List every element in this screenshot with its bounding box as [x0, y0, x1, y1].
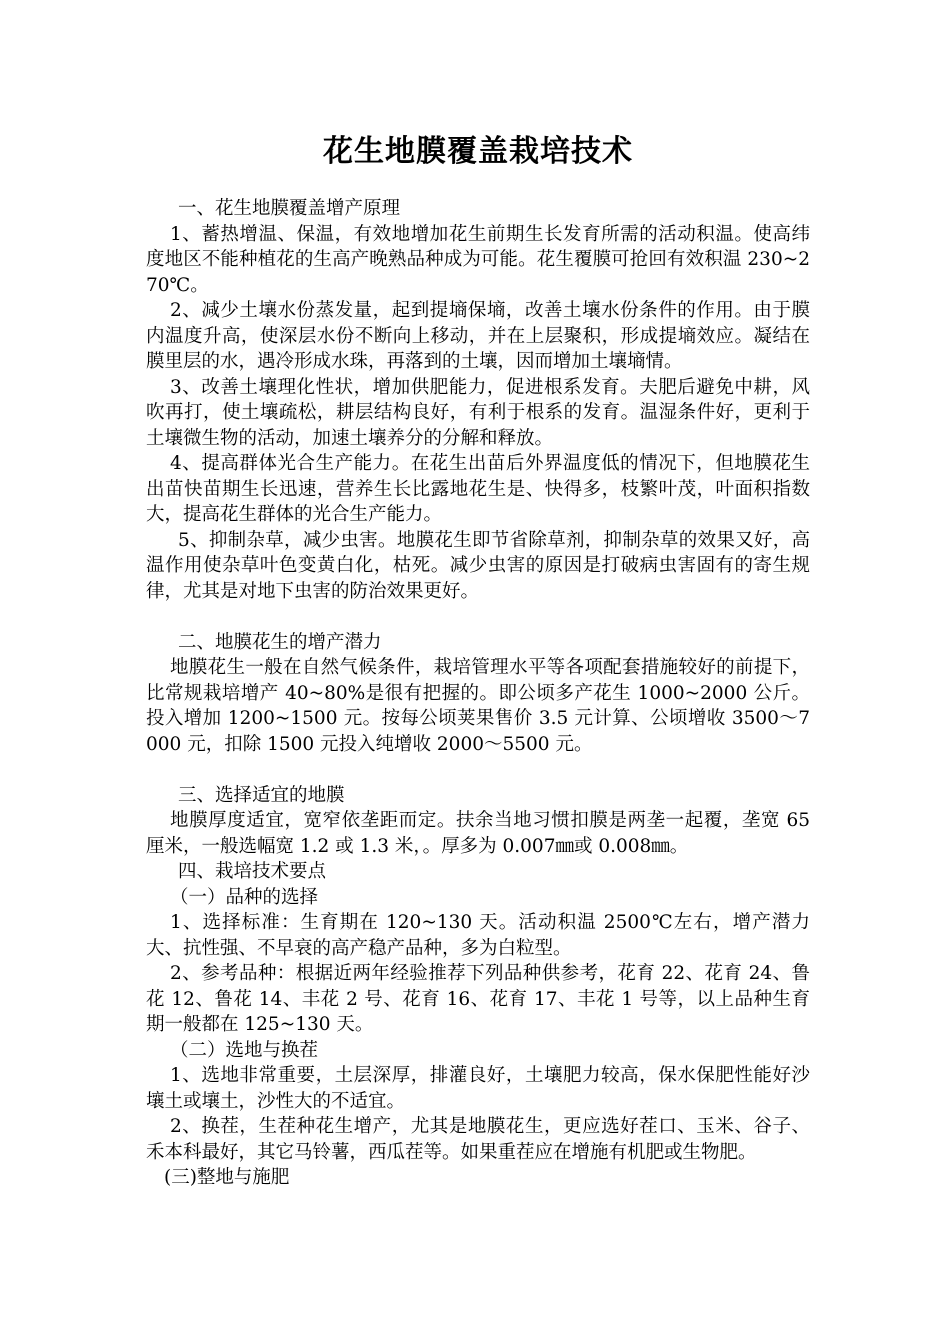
- paragraph: (三)整地与施肥: [164, 1167, 290, 1188]
- paragraph: 2、减少土壤水份蒸发量，起到提墒保墒，改善土壤水份条件的作用。由于膜内温度升高，使深层水份不断向上移动，并在上层聚积，形成提墒效应。凝结在膜里层的水，遇冷形成水珠，再落到的土壤，因而增加土壤墒情。: [146, 300, 810, 372]
- paragraph: 2、参考品种：根据近两年经验推荐下列品种供参考，花育 22、花育 24、鲁花 12、鲁花 14、丰花 2 号、花育 16、花育 17、丰花 1 号等，以上品种生育期一般都在 125~130 天。: [146, 963, 810, 1035]
- paragraph: 2、换茬，生茬种花生增产，尤其是地膜花生，更应选好茬口、玉米、谷子、禾本科最好，其它马铃薯，西瓜茬等。如果重茬应在增施有机肥或生物肥。: [146, 1116, 810, 1163]
- paragraph: 地膜花生一般在自然气候条件，栽培管理水平等各项配套措施较好的前提下，比常规栽培增产 40~80%是很有把握的。即公顷多产花生 1000~2000 公斤。投入增加 1200~1500 元。按每公顷荚果售价 3.5 元计算、公顷增收 3500～7000 元，扣除 1500 元投入纯增收 2000～5500 元。: [146, 657, 810, 755]
- paragraph: 二、地膜花生的增产潜力: [178, 631, 382, 653]
- paragraph: 1、选地非常重要，土层深厚，排灌良好，土壤肥力较高，保水保肥性能好沙壤土或壤土，沙性大的不适宜。: [146, 1065, 810, 1112]
- paragraph: 四、栽培技术要点: [178, 861, 327, 882]
- paragraph: 4、提高群体光合生产能力。在花生出苗后外界温度低的情况下，但地膜花生出苗快苗期生长迅速，营养生长比露地花生是、快得多，枝繁叶茂，叶面积指数大，提高花生群体的光合生产能力。: [146, 453, 810, 525]
- blank-line: [146, 604, 810, 630]
- document-page: [146, 130, 810, 1191]
- document-body: [146, 196, 810, 1191]
- paragraph: 地膜厚度适宜，宽窄依垄距而定。扶余当地习惯扣膜是两垄一起覆，垄宽 65 厘米，一般选幅宽 1.2 或 1.3 米，。厚多为 0.007㎜或 0.008㎜。: [146, 810, 810, 857]
- document-title: 花生地膜覆盖栽培技术: [323, 134, 633, 169]
- paragraph: 三、选择适宜的地膜: [178, 784, 345, 806]
- blank-line: [146, 757, 810, 783]
- paragraph: （一）品种的选择: [170, 886, 319, 908]
- paragraph: 5、抑制杂草，减少虫害。地膜花生即节省除草剂，抑制杂草的效果又好，高温作用使杂草叶色变黄白化，枯死。减少虫害的原因是打破病虫害固有的寄生规律，尤其是对地下虫害的防治效果更好。: [146, 529, 810, 602]
- paragraph: 一、花生地膜覆盖增产原理: [178, 198, 401, 219]
- paragraph: 1、选择标准：生育期在 120~130 天。活动积温 2500℃左右，增产潜力大、抗性强、不早衰的高产稳产品种，多为白粒型。: [146, 912, 810, 959]
- paragraph: 3、改善土壤理化性状，增加供肥能力，促进根系发育。夫肥后避免中耕，风吹再打，使土壤疏松，耕层结构良好，有利于根系的发育。温湿条件好，更利于土壤微生物的活动，加速土壤养分的分解和释放。: [146, 376, 810, 449]
- paragraph: 1、蓄热增温、保温，有效地增加花生前期生长发育所需的活动积温。使高纬度地区不能种植花的生高产晚熟品种成为可能。花生覆膜可抢回有效积温 230~270℃。: [146, 223, 810, 296]
- paragraph: （二）选地与换茬: [170, 1039, 319, 1061]
